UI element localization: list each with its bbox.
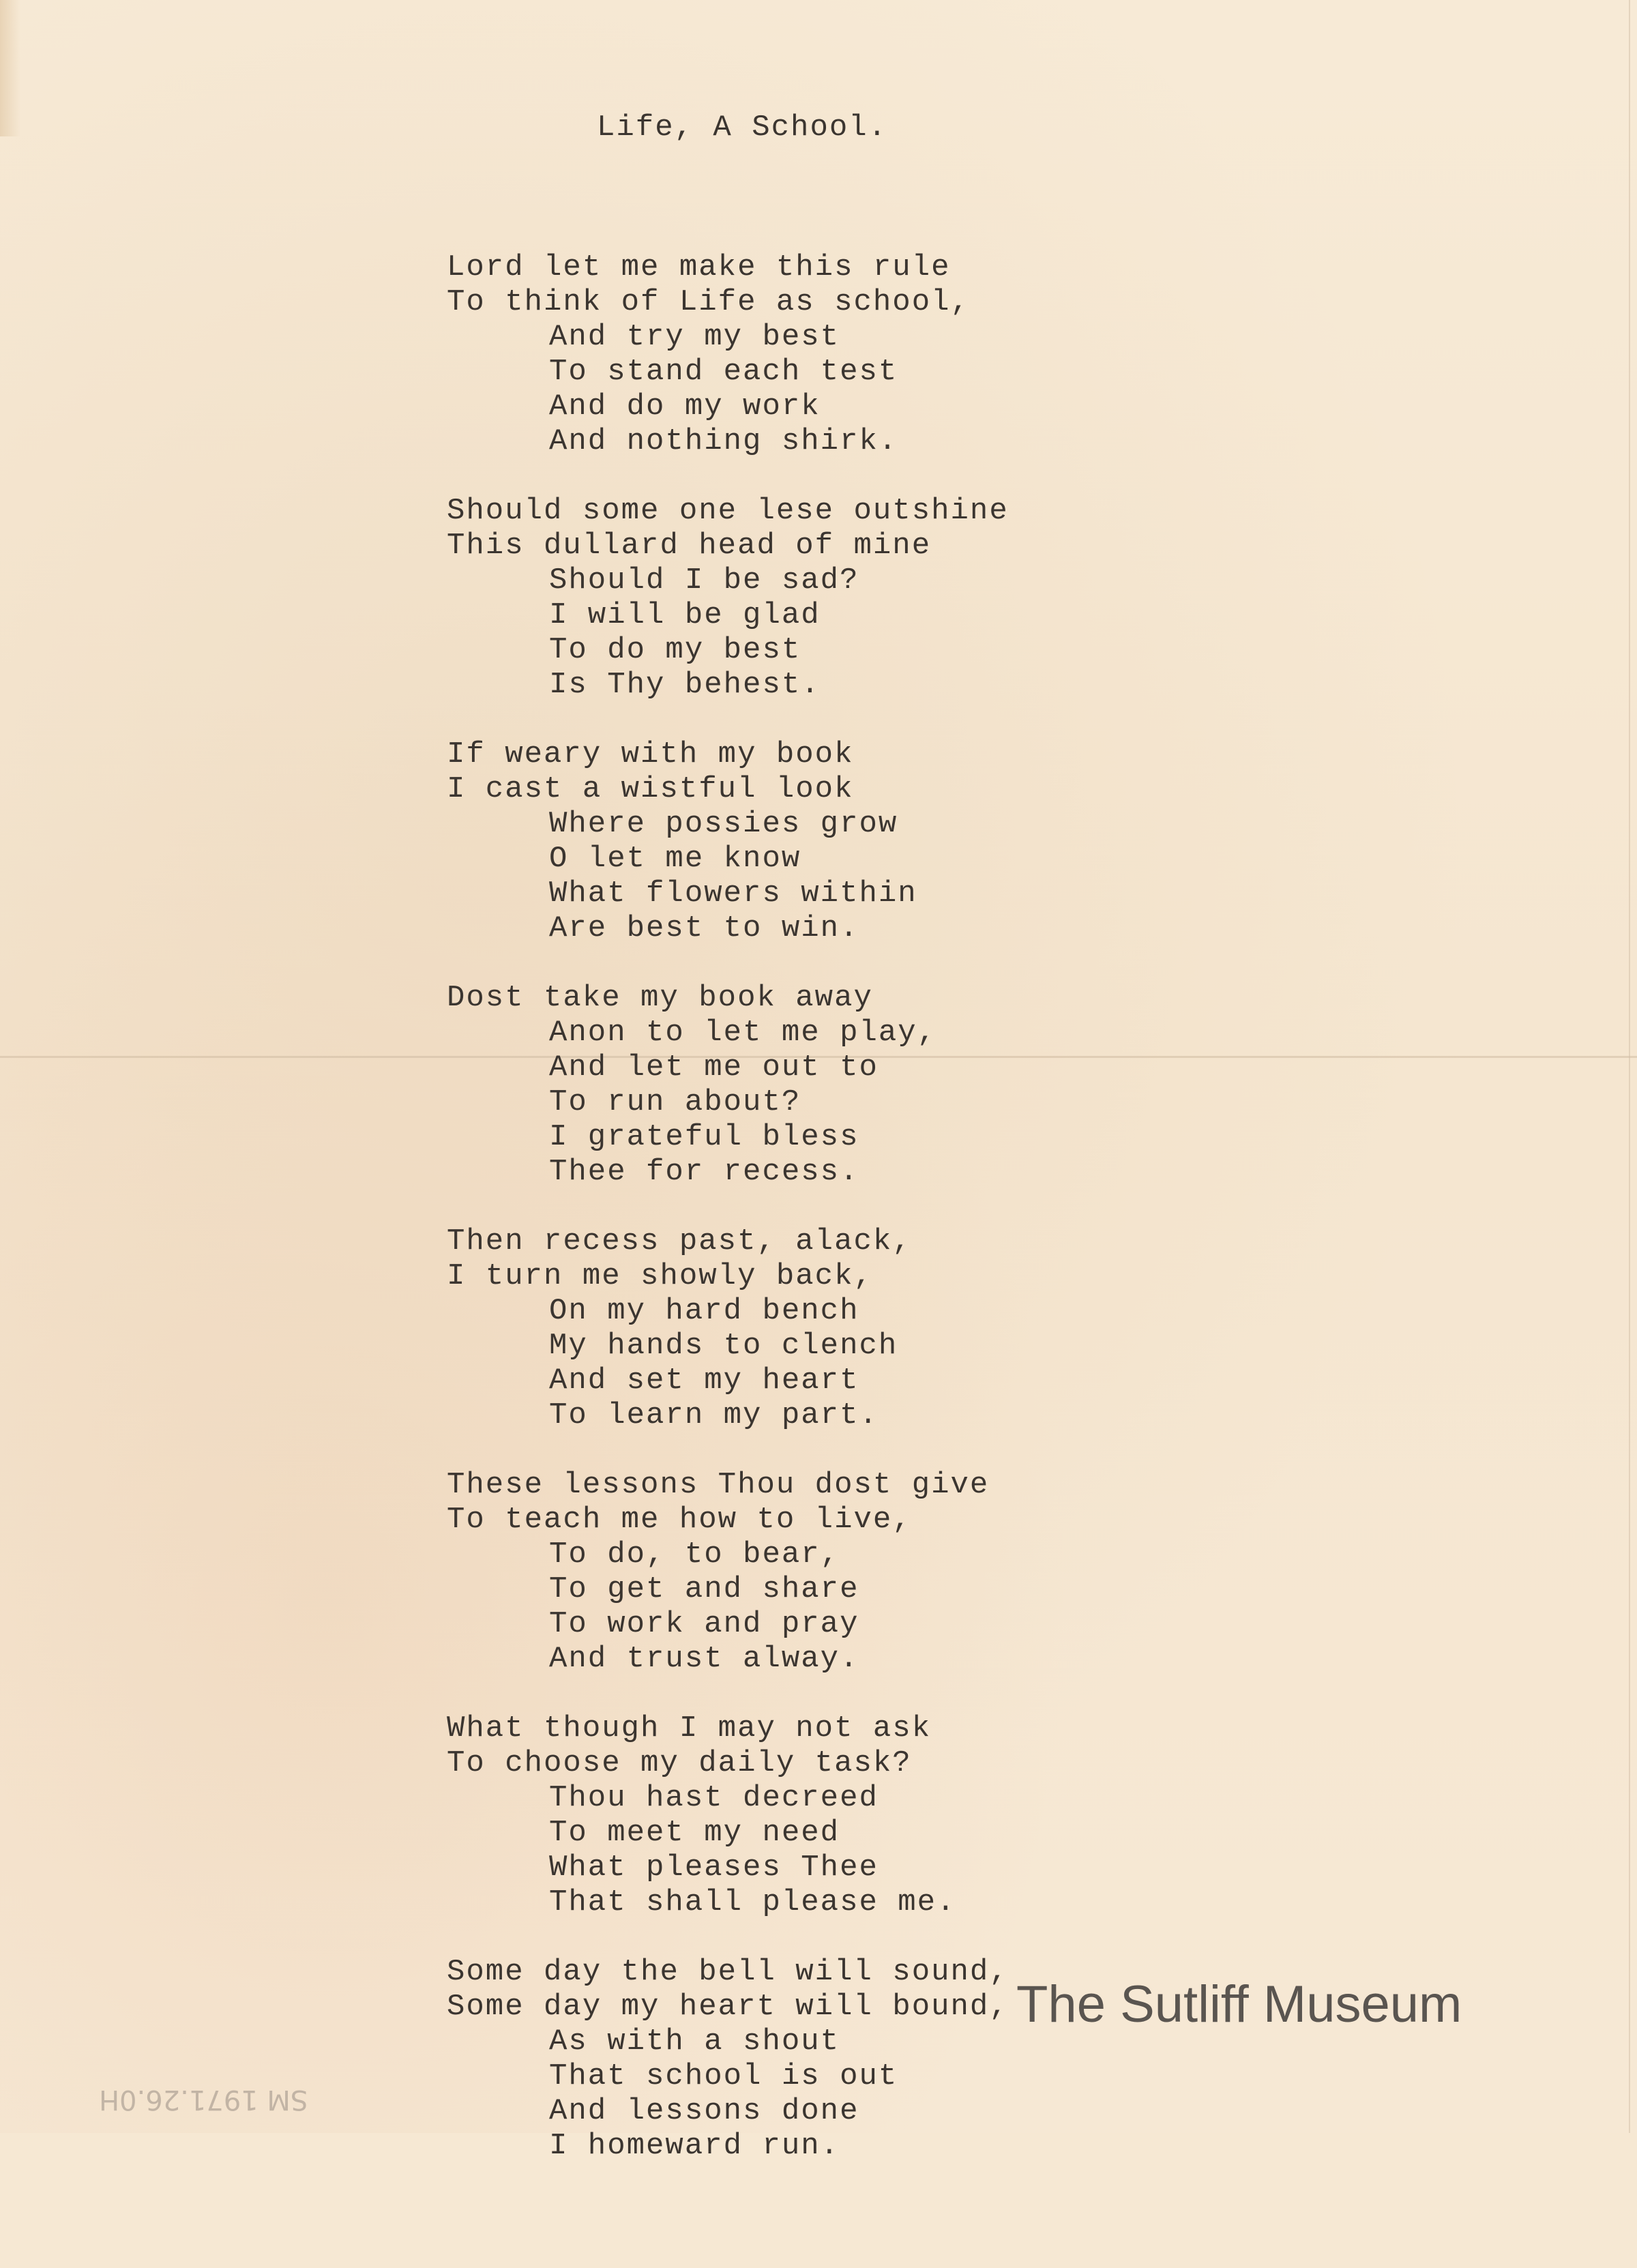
corner-tear xyxy=(0,0,20,136)
museum-watermark: The Sutliff Museum xyxy=(1016,1975,1462,2033)
poem-line: These lessons Thou dost give xyxy=(447,1468,990,1502)
poem-stanza xyxy=(447,981,1129,1190)
poem-line: And do my work xyxy=(549,389,821,424)
poem-line: I will be glad xyxy=(549,598,821,632)
accession-number: SM 1971.26.0H xyxy=(99,2084,308,2115)
poem-line: Is Thy behest. xyxy=(549,668,821,702)
poem-line: What flowers within xyxy=(549,877,917,911)
poem-stanza xyxy=(447,737,1129,946)
poem-line: To do, to bear, xyxy=(549,1537,840,1572)
poem-line: And trust alway. xyxy=(549,1642,859,1676)
poem-line: To think of Life as school, xyxy=(447,285,970,319)
poem-line: And try my best xyxy=(549,320,840,354)
vertical-edge-line xyxy=(1629,0,1630,2133)
poem-line: O let me know xyxy=(549,842,801,876)
poem-line: This dullard head of mine xyxy=(447,529,932,563)
poem-line: That school is out xyxy=(549,2059,898,2093)
poem-line: Are best to win. xyxy=(549,911,859,945)
poem-line: I grateful bless xyxy=(549,1120,859,1154)
poem-line: What though I may not ask xyxy=(447,1711,932,1746)
poem-title: Life, A School. xyxy=(597,111,888,145)
poem-line: Some day the bell will sound, xyxy=(447,1955,1009,1989)
poem-line: To choose my daily task? xyxy=(447,1746,912,1780)
poem-line: Some day my heart will bound, xyxy=(447,1990,1009,2024)
poem-line: And lessons done xyxy=(549,2094,859,2128)
poem-line: I homeward run. xyxy=(549,2129,840,2163)
poem-line: If weary with my book xyxy=(447,737,854,771)
poem-line: Should I be sad? xyxy=(549,563,859,598)
poem-line: My hands to clench xyxy=(549,1329,898,1363)
typed-poem xyxy=(447,41,1129,2268)
poem-line: What pleases Thee xyxy=(549,1851,879,1885)
poem-line: Then recess past, alack, xyxy=(447,1224,912,1258)
poem-line: Thee for recess. xyxy=(549,1155,859,1189)
poem-line: Lord let me make this rule xyxy=(447,250,951,284)
poem-line: To learn my part. xyxy=(549,1398,879,1432)
poem-line: To get and share xyxy=(549,1572,859,1606)
poem-stanza xyxy=(447,1224,1129,1433)
poem-stanza xyxy=(447,1468,1129,1677)
poem-line: On my hard bench xyxy=(549,1294,859,1328)
poem-line: And let me out to xyxy=(549,1050,879,1085)
poem-line: Thou hast decreed xyxy=(549,1781,879,1815)
poem-stanza xyxy=(447,1711,1129,1920)
poem-line: To do my best xyxy=(549,633,801,667)
poem-stanzas xyxy=(447,250,1129,2164)
poem-line: Anon to let me play, xyxy=(549,1016,937,1050)
poem-line: I cast a wistful look xyxy=(447,772,854,806)
poem-line: To run about? xyxy=(549,1085,801,1119)
poem-line: Should some one lese outshine xyxy=(447,494,1009,528)
poem-line: To teach me how to live, xyxy=(447,1503,912,1537)
poem-line: That shall please me. xyxy=(549,1885,956,1919)
poem-line: As with a shout xyxy=(549,2024,840,2059)
poem-line: To meet my need xyxy=(549,1816,840,1850)
poem-line: I turn me showly back, xyxy=(447,1259,873,1293)
poem-line: And nothing shirk. xyxy=(549,424,898,458)
poem-stanza xyxy=(447,250,1129,459)
poem-line: And set my heart xyxy=(549,1364,859,1398)
poem-stanza xyxy=(447,494,1129,703)
poem-line: Dost take my book away xyxy=(447,981,873,1015)
poem-line: To work and pray xyxy=(549,1607,859,1641)
poem-line: To stand each test xyxy=(549,355,898,389)
poem-line: Where possies grow xyxy=(549,807,898,841)
